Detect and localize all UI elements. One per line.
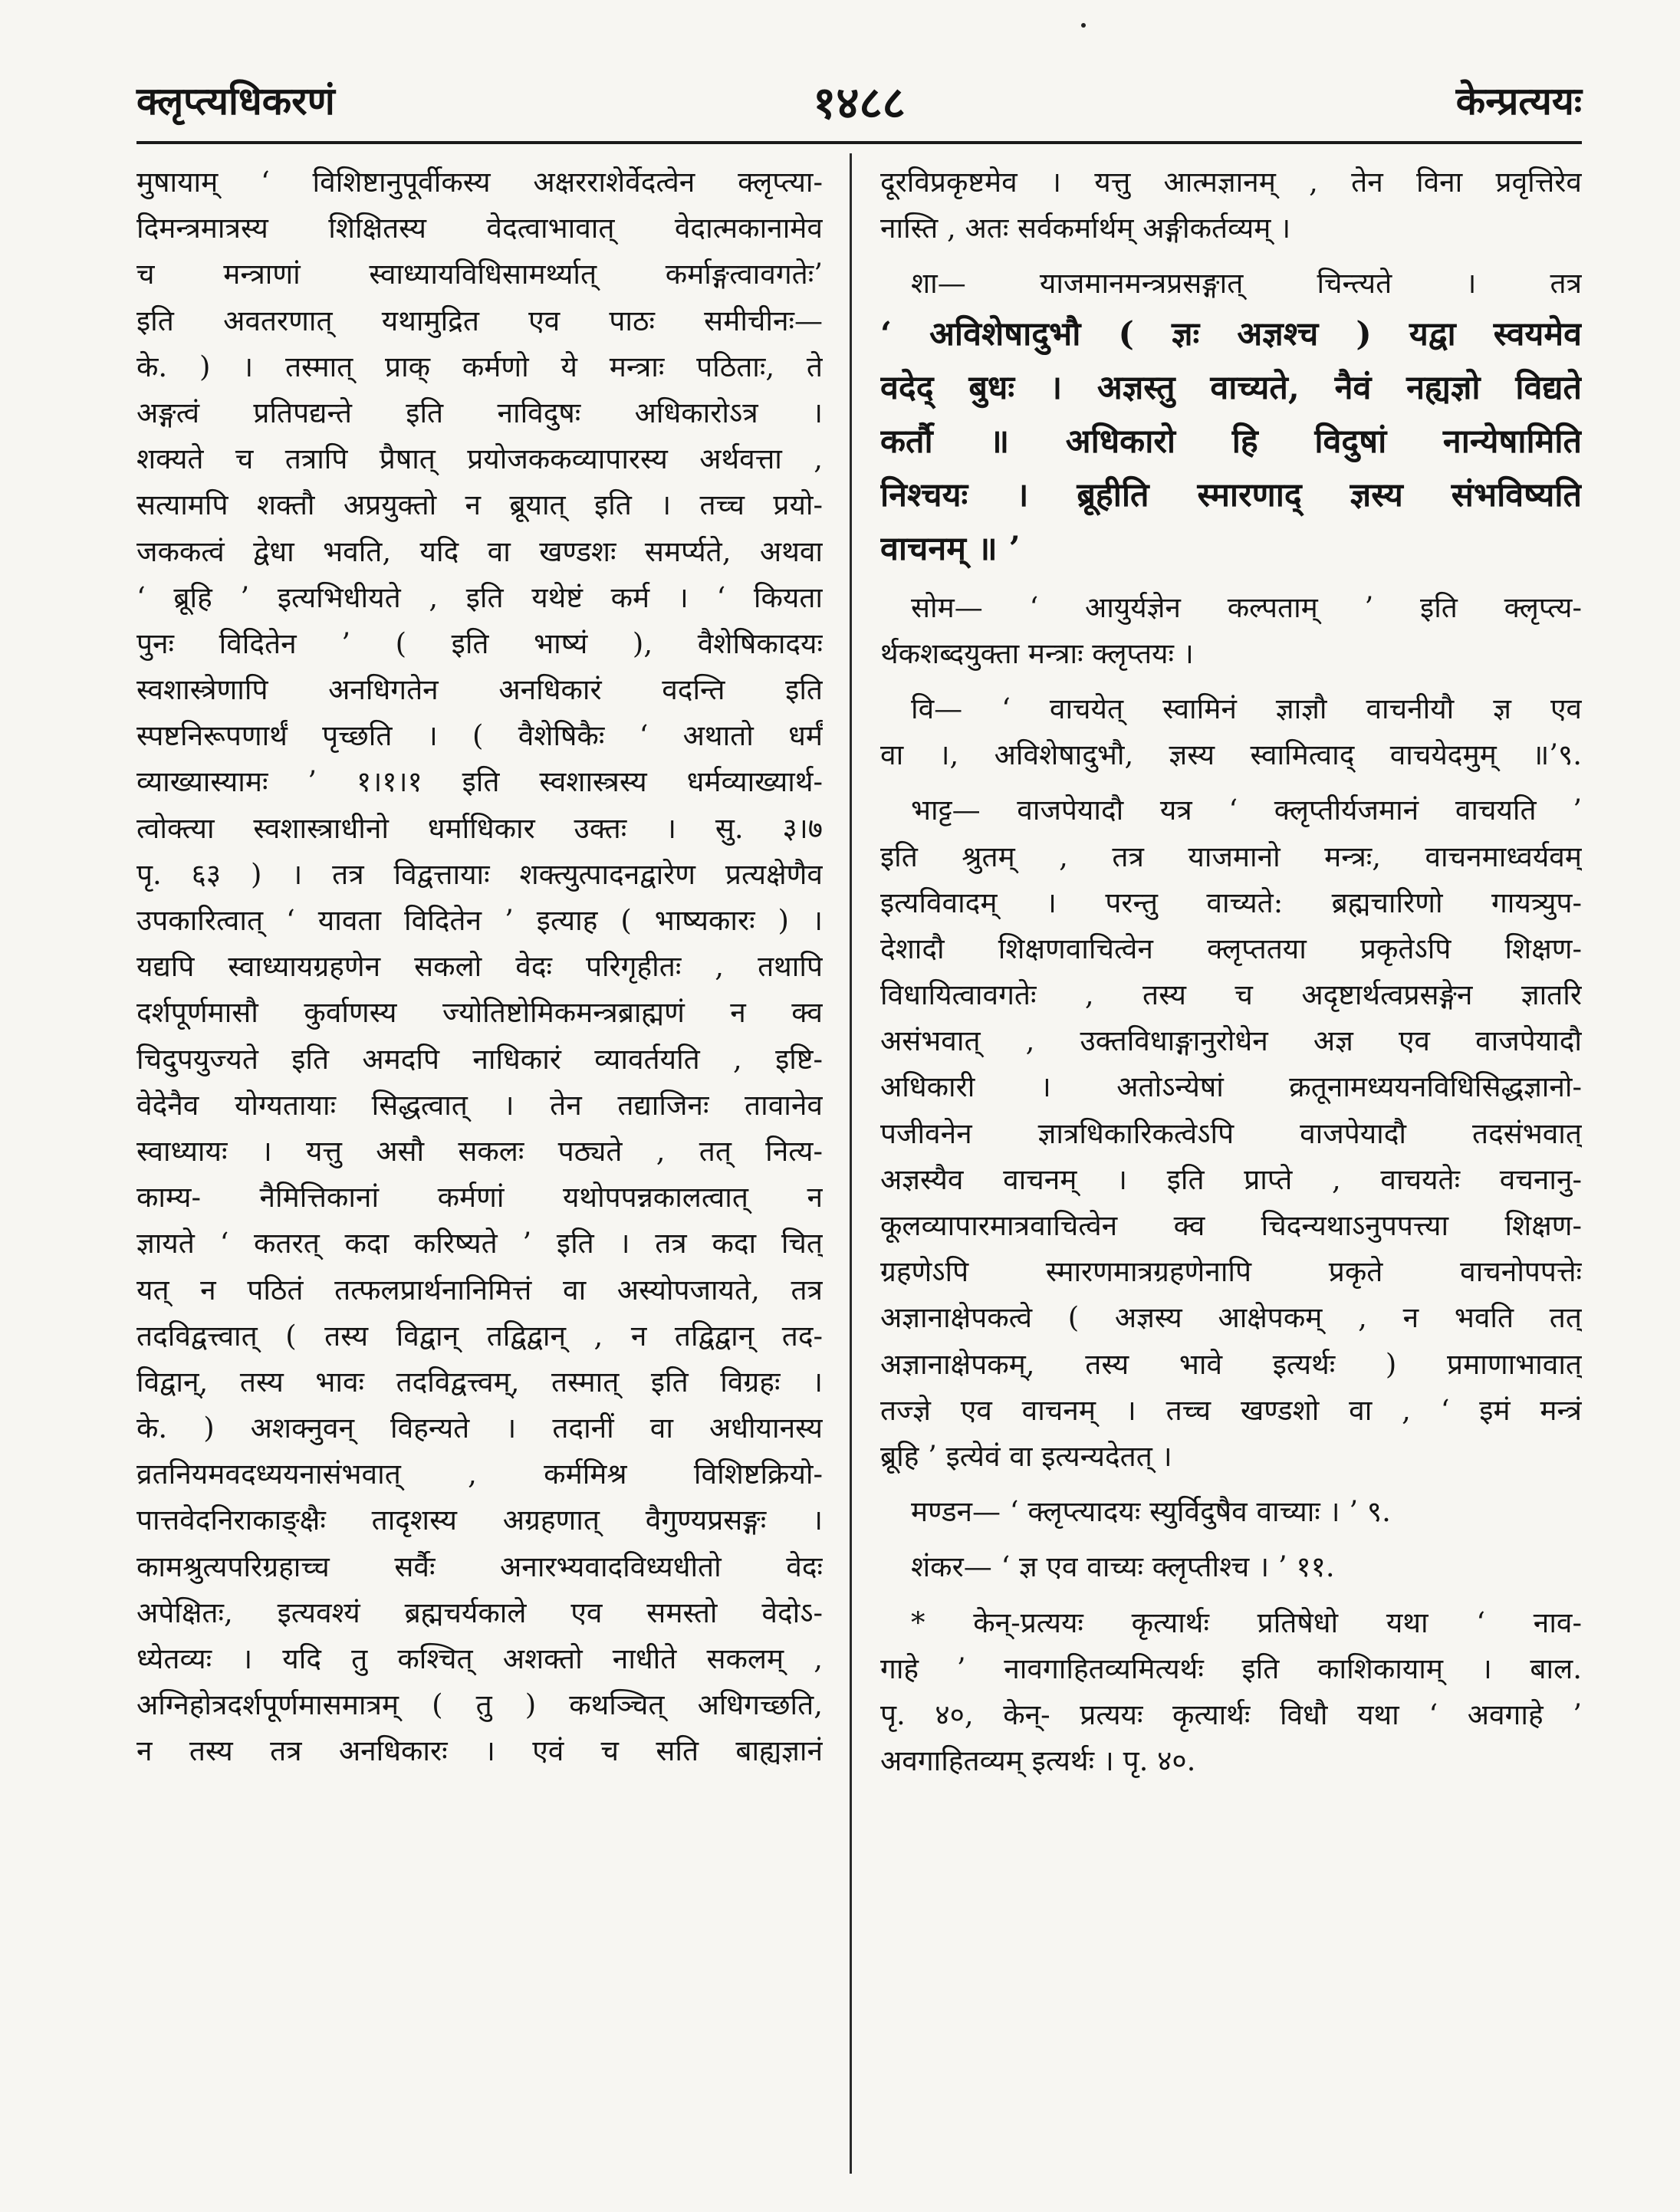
text-line: अज्ञानाक्षेपकम्, तस्य भावे इत्यर्थः ) प्रमाणाभावात् — [880, 1347, 1582, 1381]
text-line: ग्रहणेऽपि स्मारणमात्रग्रहणेनापि प्रकृते वाचनोपपत्तेः — [880, 1255, 1582, 1289]
left-column — [136, 159, 823, 1775]
text-line: देशादौ शिक्षणवाचित्वेन क्लृप्ततया प्रकृतेऽपि शिक्षण- — [880, 932, 1582, 965]
text-line: पुनः विदितेन ’ ( इति भाष्यं ), वैशेषिकादयः — [136, 626, 823, 660]
text-line: सत्यामपि शक्तौ अप्रयुक्तो न ब्रूयात् इति । तच्च प्रयो- — [136, 488, 823, 522]
text-line: विधायित्वावगतेः , तस्य च अदृष्टार्थत्वप्रसङ्गेन ज्ञातरि — [880, 978, 1582, 1012]
text-line: मुषायाम् ‘ विशिष्टानुपूर्वीकस्य अक्षरराशेर्वेदत्वेन क्लृप्त्या- — [136, 166, 823, 199]
text-line: तदविद्वत्त्वात् ( तस्य विद्वान् तद्विद्वान् , न तद्विद्वान् तद- — [136, 1319, 823, 1353]
text-line: अज्ञानाक्षेपकत्वे ( अज्ञस्य आक्षेपकम् , न भवति तत् — [880, 1301, 1582, 1335]
text-line: उपकारित्वात् ‘ यावता विदितेन ’ इत्याह ( भाष्यकारः ) । — [136, 904, 823, 937]
text-line: तज्ज्ञे एव वाचनम् । तच्च खण्डशो वा , ‘ इमं मन्त्रं — [880, 1393, 1582, 1427]
footnote-line: अवगाहितव्यम् इत्यर्थः । पृ. ४०. — [880, 1744, 1196, 1778]
commentary-mandana: मण्डन— ‘ क्लृप्त्यादयः स्युर्विदुषैव वाच्याः । ’ ९. — [911, 1495, 1391, 1529]
commentary-soma: सोम— ‘ आयुर्यज्ञेन कल्पताम् ’ इति क्लृप्त्य- — [911, 590, 1582, 624]
commentary-sha: शा— याजमानमन्त्रप्रसङ्गात् चिन्त्यते । तत्र — [911, 267, 1582, 301]
text-line: के. ) अशक्नुवन् विहन्यते । तदानीं वा अधीयानस्य — [136, 1412, 823, 1445]
text-line: ‘ ब्रूहि ’ इत्यभिधीयते , इति यथेष्टं कर्म । ‘ कियता — [136, 580, 823, 614]
header-rule — [136, 141, 1582, 144]
text-line: दिमन्त्रमात्रस्य शिक्षितस्य वेदत्वाभावात् वेदात्मकानामेव — [136, 212, 823, 245]
text-line: पात्तवेदनिराकाङ्क्षैः तादृशस्य अग्रहणात् वैगुण्यप्रसङ्गः । — [136, 1504, 823, 1537]
running-head-left: क्लृप्त्यधिकरणं — [136, 78, 335, 123]
column-divider — [850, 153, 852, 2174]
commentary-bhatta: भाट्ट— वाजपेयादौ यत्र ‘ क्लृप्तीर्यजमानं वाचयति ’ — [911, 794, 1582, 827]
text-line: व्रतनियमवदध्ययनासंभवात् , कर्ममिश्र विशिष्टक्रियो- — [136, 1458, 823, 1491]
page-header — [136, 74, 1582, 135]
text-line: त्वोक्त्या स्वशास्त्राधीनो धर्माधिकार उक्तः । सु. ३।७ — [136, 811, 823, 845]
text-line: पजीवनेन ज्ञात्रधिकारिकत्वेऽपि वाजपेयादौ तदसंभवात् — [880, 1116, 1582, 1150]
text-line: इत्यविवादम् । परन्तु वाच्यते: ब्रह्मचारिणो गायत्र्युप- — [880, 886, 1582, 919]
text-line: नास्ति , अतः सर्वकर्मार्थम् अङ्गीकर्तव्यम् । — [880, 212, 1291, 245]
text-line: काम्य- नैमित्तिकानां कर्मणां यथोपपन्नकालत्वात् न — [136, 1181, 823, 1214]
text-line: अधिकारी । अतोऽन्येषां क्रतूनामध्ययनविधिसिद्धज्ञानो- — [880, 1070, 1582, 1104]
text-line: व्याख्यास्यामः ’ १।१।१ इति स्वशास्त्रस्य धर्मव्याख्यार्थ- — [136, 765, 823, 799]
text-line: जककत्वं द्वेधा भवति, यदि वा खण्डशः समर्प्यते, अथवा — [136, 534, 823, 568]
verse-line: निश्चयः । ब्रूहीति स्मारणाद् ज्ञस्य संभविष्यति — [880, 475, 1582, 514]
text-line: स्वशास्त्रेणापि अनधिगतेन अनधिकारं वदन्ति इति — [136, 673, 823, 707]
text-line: अङ्गत्वं प्रतिपद्यन्ते इति नाविदुषः अधिकारोऽत्र । — [136, 396, 823, 429]
text-line: वेदेनैव योग्यतायाः सिद्धत्वात् । तेन तद्याजिनः तावानेव — [136, 1088, 823, 1122]
text-line: कामश्रुत्यपरिग्रहाच्च सर्वैः अनारभ्यवादविध्यधीतो वेदः — [136, 1550, 823, 1583]
commentary-shankara: शंकर— ‘ ज्ञ एव वाच्यः क्लृप्तीश्च । ’ ११. — [911, 1550, 1335, 1584]
text-line: अपेक्षितः, इत्यवश्यं ब्रह्मचर्यकाले एव समस्तो वेदोऽ- — [136, 1596, 823, 1629]
verse-line: ‘ अविशेषादुभौ ( ज्ञः अज्ञश्च ) यद्वा स्वयमेव — [880, 314, 1582, 353]
text-line: विद्वान्, तस्य भावः तदविद्वत्त्वम्, तस्मात् इति विग्रहः । — [136, 1365, 823, 1399]
text-line: स्पष्टनिरूपणार्थं पृच्छति । ( वैशेषिकैः ‘ अथातो धर्मं — [136, 719, 823, 753]
verse-line: कर्तौ ॥ अधिकारो हि विदुषां नान्येषामिति — [880, 422, 1582, 461]
text-line: दूरविप्रकृष्टमेव । यत्तु आत्मज्ञानम् , तेन विना प्रवृत्तिरेव — [880, 166, 1582, 199]
running-head-right: केन्प्रत्ययः — [1455, 78, 1582, 123]
page-number: १४८८ — [813, 77, 906, 129]
text-line: ज्ञायते ‘ कतरत् कदा करिष्यते ’ इति । तत्र कदा चित् — [136, 1227, 823, 1260]
text-line: यत् न पठितं तत्फलप्रार्थनानिमित्तं वा अस्योपजायते, तत्र — [136, 1273, 823, 1306]
text-line: इति श्रुतम् , तत्र याजमानो मन्त्रः, वाचनमाध्वर्यवम् — [880, 840, 1582, 873]
text-line: अग्निहोत्रदर्शपूर्णमासमात्रम् ( तु ) कथञ्चित् अधिगच्छति, — [136, 1688, 823, 1722]
text-line: अज्ञस्यैव वाचनम् । इति प्राप्ते , वाचयतेः वचनानु- — [880, 1162, 1582, 1196]
text-line: पृ. ६३ ) । तत्र विद्वत्तायाः शक्त्युत्पादनद्वारेण प्रत्यक्षेणैव — [136, 857, 823, 891]
text-line: र्थकशब्दयुक्ता मन्त्राः क्लृप्तयः । — [880, 636, 1194, 670]
text-line: शक्यते च तत्रापि प्रैषात् प्रयोजककव्यापारस्य अर्थवत्ता , — [136, 442, 823, 476]
commentary-vi: वि— ‘ वाचयेत् स्वामिनं ज्ञाज्ञौ वाचनीयौ ज्ञ एव — [911, 692, 1582, 725]
footnote-line: गाहे ’ नावगाहितव्यमित्यर्थः इति काशिकायाम् । बाल. — [880, 1652, 1582, 1685]
verse-line: वाचनम् ॥ ’ — [880, 529, 1021, 568]
text-line: असंभवात् , उक्तविधाङ्गानुरोधेन अज्ञ एव वाजपेयादौ — [880, 1024, 1582, 1058]
text-line: ब्रूहि ’ इत्येवं वा इत्यन्यदेतत् । — [880, 1439, 1172, 1473]
ink-dot — [1081, 23, 1086, 28]
verse-line: वदेद् बुधः । अज्ञस्तु वाच्यते, नैवं नह्यज्ञो विद्यते — [880, 368, 1582, 407]
right-column — [880, 159, 1582, 1784]
footnote-line: * केन्-प्रत्ययः कृत्यार्थः प्रतिषेधो यथा ‘ नाव- — [911, 1606, 1582, 1639]
text-line: च मन्त्राणां स्वाध्यायविधिसामर्थ्यात् कर्माङ्गत्वावगतेः’ — [136, 258, 823, 291]
text-line: यद्यपि स्वाध्यायग्रहणेन सकलो वेदः परिगृहीतः , तथापि — [136, 950, 823, 984]
text-line: इति अवतरणात् यथामुद्रित एव पाठः समीचीनः— — [136, 304, 823, 337]
text-line: न तस्य तत्र अनधिकारः । एवं च सति बाह्यज्ञानं — [136, 1734, 823, 1768]
text-line: दर्शपूर्णमासौ कुर्वाणस्य ज्योतिष्टोमिकमन्त्रब्राह्मणं न क्व — [136, 996, 823, 1030]
text-line: चिदुपयुज्यते इति अमदपि नाधिकारं व्यावर्तयति , इष्टि- — [136, 1042, 823, 1076]
footnote-line: पृ. ४०, केन्- प्रत्ययः कृत्यार्थः विधौ यथा ‘ अवगाहे ’ — [880, 1698, 1582, 1731]
text-line: कूलव्यापारमात्रवाचित्वेन क्व चिदन्यथाऽनुपपत्त्या शिक्षण- — [880, 1209, 1582, 1242]
text-line: के. ) । तस्मात् प्राक् कर्मणो ये मन्त्राः पठिताः, ते — [136, 350, 823, 383]
text-line: स्वाध्यायः । यत्तु असौ सकलः पठ्यते , तत् नित्य- — [136, 1134, 823, 1168]
text-line: ध्येतव्यः । यदि तु कश्चित् अशक्तो नाधीते सकलम् , — [136, 1642, 823, 1675]
text-line: वा ।, अविशेषादुभौ, ज्ञस्य स्वामित्वाद् वाचयेदमुम् ॥’९. — [880, 738, 1582, 772]
